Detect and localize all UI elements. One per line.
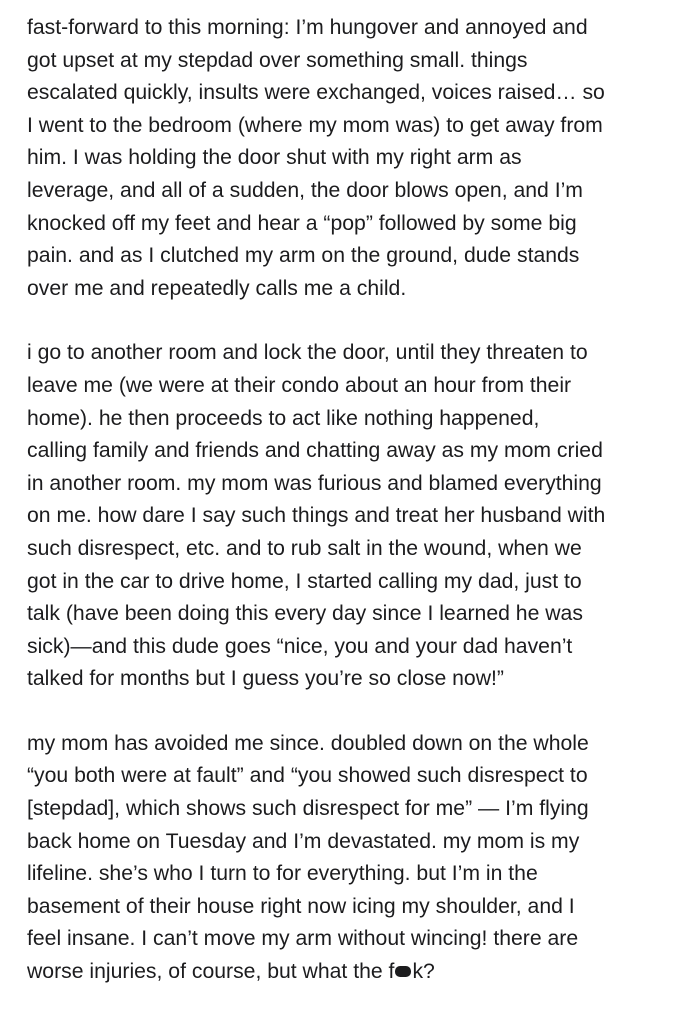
text-line: “you both were at fault” and “you showed such disrespect to bbox=[27, 764, 588, 788]
last-line-end: k? bbox=[412, 960, 435, 984]
paragraph-1 bbox=[27, 12, 687, 305]
text-line: got in the car to drive home, I started calling my dad, just to bbox=[27, 569, 582, 593]
last-line-start: worse injuries, of course, but what the f bbox=[27, 960, 395, 984]
text-line: him. I was holding the door shut with my right arm as bbox=[27, 146, 522, 170]
post-body bbox=[27, 12, 687, 1021]
text-line: in another room. my mom was furious and blamed everything bbox=[27, 471, 602, 495]
text-line: talked for months but I guess you’re so close now!” bbox=[27, 667, 504, 691]
text-line: talk (have been doing this every day since I learned he was bbox=[27, 602, 583, 626]
text-line: pain. and as I clutched my arm on the ground, dude stands bbox=[27, 244, 580, 268]
text-line: lifeline. she’s who I turn to for everything. but I’m in the bbox=[27, 862, 538, 886]
text-line: my mom has avoided me since. doubled down on the whole bbox=[27, 731, 589, 755]
text-line: such disrespect, etc. and to rub salt in the wound, when we bbox=[27, 536, 582, 560]
text-line: leverage, and all of a sudden, the door blows open, and I’m bbox=[27, 178, 583, 202]
paragraph-2 bbox=[27, 337, 687, 696]
text-line-last bbox=[27, 956, 687, 989]
text-line: escalated quickly, insults were exchanged, voices raised… so bbox=[27, 81, 605, 105]
text-line: basement of their house right now icing my shoulder, and I bbox=[27, 894, 575, 918]
text-line: calling family and friends and chatting away as my mom cried bbox=[27, 439, 603, 463]
text-line: on me. how dare I say such things and treat her husband with bbox=[27, 504, 606, 528]
text-line: knocked off my feet and hear a “pop” followed by some big bbox=[27, 211, 577, 235]
text-line: I went to the bedroom (where my mom was) to get away from bbox=[27, 113, 603, 137]
text-line: fast-forward to this morning: I’m hungover and annoyed and bbox=[27, 16, 588, 39]
text-line: sick)—and this dude goes “nice, you and your dad haven’t bbox=[27, 634, 573, 658]
text-line: over me and repeatedly calls me a child. bbox=[27, 276, 407, 300]
text-line: i go to another room and lock the door, until they threaten to bbox=[27, 341, 588, 365]
text-line: leave me (we were at their condo about an hour from their bbox=[27, 373, 572, 397]
paragraph-3 bbox=[27, 728, 687, 989]
text-line: [stepdad], which shows such disrespect for me” — I’m flying bbox=[27, 797, 589, 821]
text-line: home). he then proceeds to act like nothing happened, bbox=[27, 406, 540, 430]
text-line: back home on Tuesday and I’m devastated. my mom is my bbox=[27, 829, 580, 853]
text-line: got upset at my stepdad over something small. things bbox=[27, 48, 528, 72]
text-line: feel insane. I can’t move my arm without wincing! there are bbox=[27, 927, 579, 951]
censor-bar bbox=[395, 966, 411, 977]
